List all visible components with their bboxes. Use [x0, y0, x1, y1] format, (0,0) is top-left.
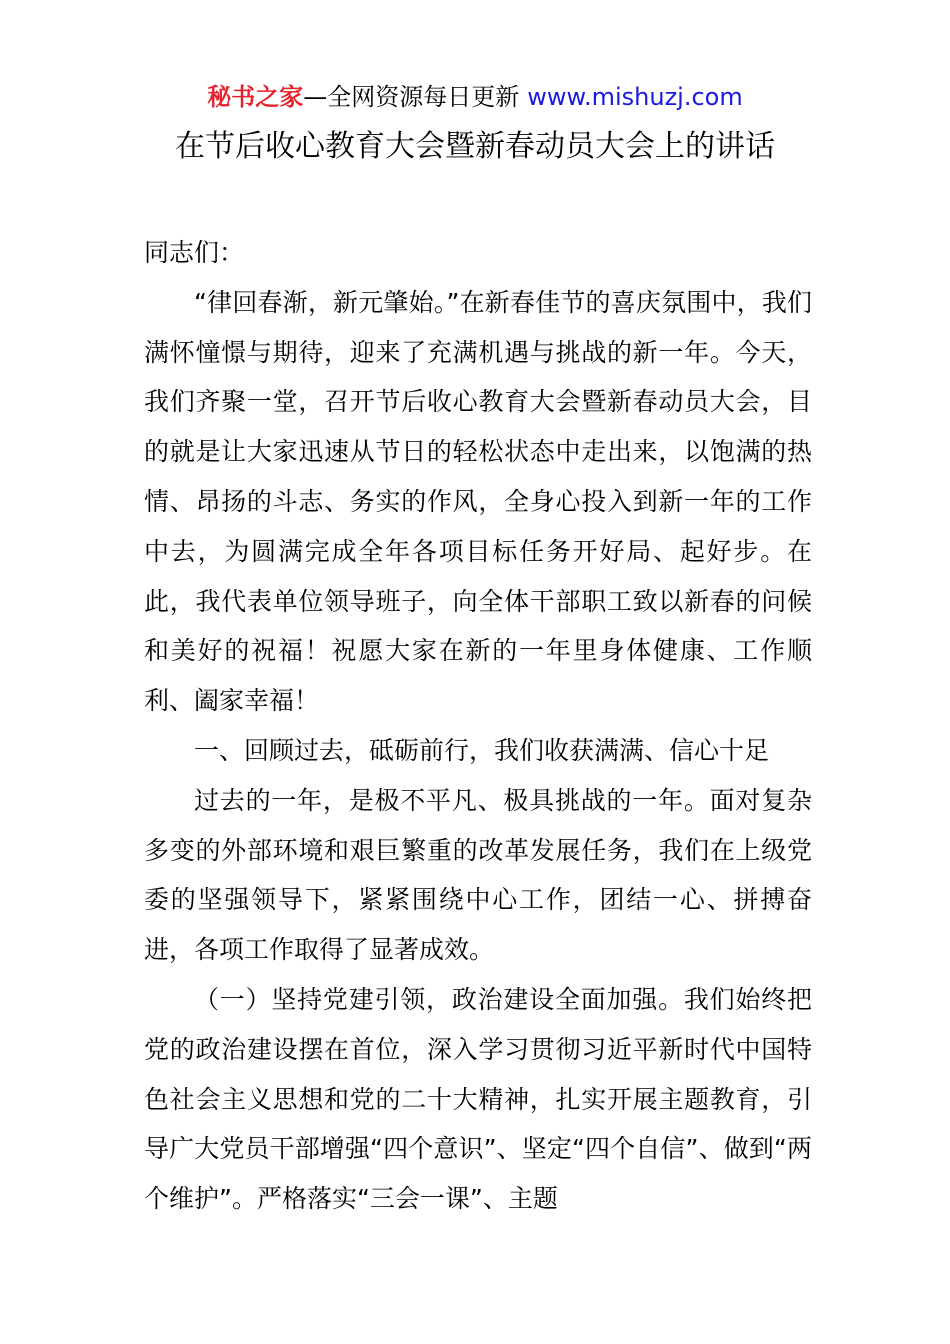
site-tagline: —全网资源每日更新: [303, 83, 520, 111]
site-brand-name: 秘书之家: [207, 83, 304, 111]
paragraph-intro: “律回春渐，新元肇始。”在新春佳节的喜庆氛围中，我们满怀憧憬与期待，迎来了充满机遇与挑战的新一年。今天，我们齐聚一堂，召开节后收心教育大会暨新春动员大会，目的就是让大家迅速从节日的轻松状态中走出来，以饱满的热情、昂扬的斗志、务实的作风，全身心投入到新一年的工作中去，为圆满完成全年各项目标任务开好局、起好步。在此，我代表单位领导班子，向全体干部职工致以新春的问候和美好的祝福！祝愿大家在新的一年里身体健康、工作顺利、阖家幸福！: [144, 287, 812, 716]
paragraph-party-building: （一）坚持党建引领，政治建设全面加强。我们始终把党的政治建设摆在首位，深入学习贯彻习近平新时代中国特色社会主义思想和党的二十大精神，扎实开展主题教育，引导广大党员干部增强“四个意识”、坚定“四个自信”、做到“两个维护”。严格落实“三会一课”、主题: [144, 984, 812, 1214]
site-header-banner: [0, 80, 950, 114]
section-heading-1: 一、回顾过去，砥砺前行，我们收获满满、信心十足: [194, 735, 770, 765]
paragraph-review: 过去的一年，是极不平凡、极具挑战的一年。面对复杂多变的外部环境和艰巨繁重的改革发展任务，我们在上级党委的坚强领导下，紧紧围绕中心工作，团结一心、拼搏奋进，各项工作取得了显著成效。: [144, 785, 812, 965]
document-body: [144, 228, 812, 1224]
salutation: 同志们：: [144, 238, 245, 267]
document-title: 在节后收心教育大会暨新春动员大会上的讲话: [175, 129, 775, 164]
site-url-link[interactable]: www.mishuzj.com: [527, 83, 743, 111]
